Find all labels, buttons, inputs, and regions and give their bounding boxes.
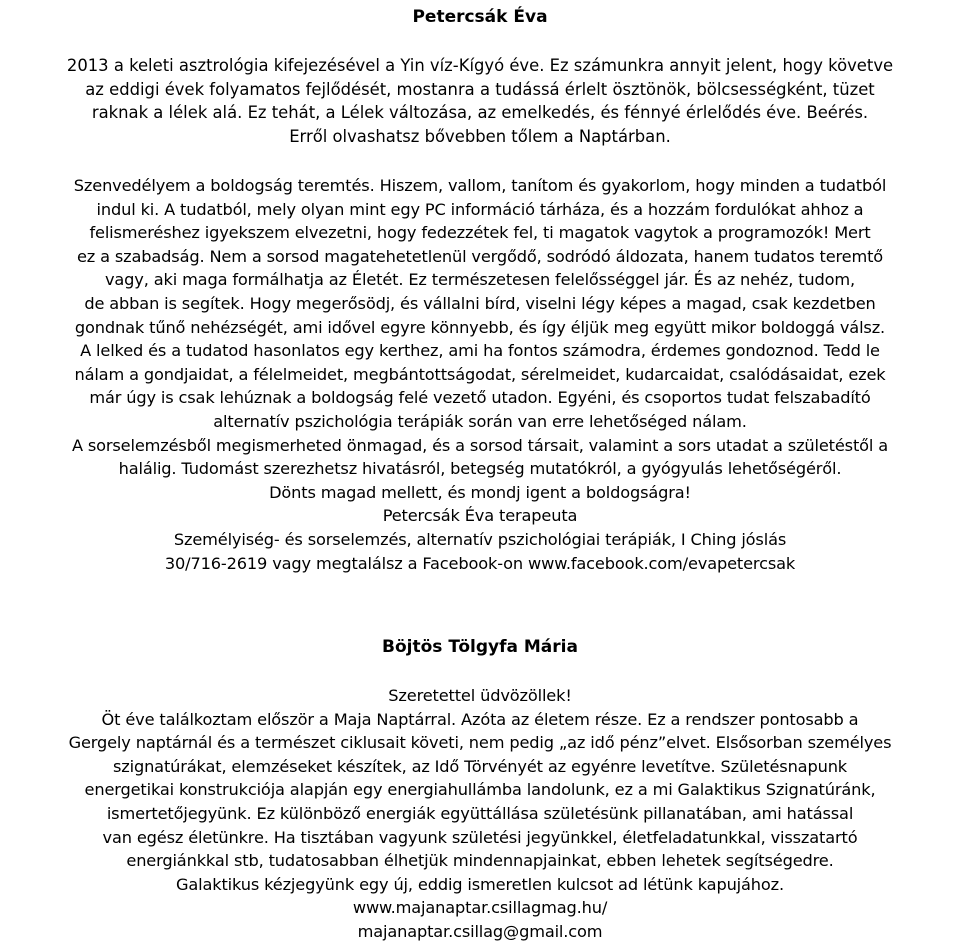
text-line: alternatív pszichológia terápiák során van erre lehetőséged nálam. <box>213 411 747 431</box>
text-line: Erről olvashatsz bővebben tőlem a Naptárban. <box>289 126 671 146</box>
website-link[interactable]: www.majanaptar.csillagmag.hu/ <box>352 898 608 918</box>
text-line: van egész életünkre. Ha tisztában vagyunk születési jegyünkkel, életfeladatunkkal, visszatartó <box>102 827 858 847</box>
text-line: Dönts magad mellett, és mondj igent a boldogságra! <box>269 482 691 502</box>
text-line: felismeréshez igyekszem elvezetni, hogy fedezzétek fel, ti magatok vagytok a programozók! Mert <box>89 223 871 243</box>
author-heading-bojtos: Böjtös Tölgyfa Mária <box>382 637 578 657</box>
text-line: 2013 a keleti asztrológia kifejezésével a Yin víz-Kígyó éve. Ez számunkra annyit jelent, hogy követve <box>66 56 894 75</box>
maya-calendar-paragraph <box>6 684 954 944</box>
text-line: Szenvedélyem a boldogság teremtés. Hiszem, vallom, tanítom és gyakorlom, hogy minden a tudatból <box>73 176 887 195</box>
text-line: raknak a lélek alá. Ez tehát, a Lélek változása, az emelkedés, és fénnyé érlelődés éve. Beérés. <box>91 103 869 123</box>
text-line: nálam a gondjaidat, a félelmeidet, megbántottságodat, sérelmeidet, kudarcaidat, csalódásaidat, ezek <box>74 364 886 384</box>
text-line: indul ki. A tudatból, mely olyan mint egy PC információ tárháza, és a hozzám fordulókat ahhoz a <box>96 199 864 219</box>
text-line: Galaktikus kézjegyünk egy új, eddig ismeretlen kulcsot ad létünk kapujához. <box>175 874 785 894</box>
intro-paragraph <box>6 54 954 148</box>
text-line: vagy, aki maga formálhatja az Életét. Ez természetesen felelősséggel jár. És az nehéz, tudom, <box>104 270 856 290</box>
text-line: A lelked és a tudatod hasonlatos egy kerthez, ami ha fontos számodra, érdemes gondoznod. Tedd le <box>80 341 880 361</box>
text-line: de abban is segítek. Hogy megerősödj, és vállalni bírd, viselni légy képes a magad, csak kezdetben <box>84 293 876 313</box>
text-line: Gergely naptárnál és a természet ciklusait követi, nem pedig „az idő pénz”elvet. Elsősorban személyes <box>68 733 892 753</box>
text-line: energetikai konstrukciója alapján egy energiahullámba landolunk, ez a mi Galaktikus Szignatúránk, <box>84 780 876 800</box>
text-line: ismertetőjegyünk. Ez különböző energiák együttállása születésünk pillanatában, ami hatással <box>106 803 854 823</box>
text-line: Személyiség- és sorselemzés, alternatív pszichológiai terápiák, I Ching jóslás <box>173 529 787 549</box>
greeting-line: Szeretettel üdvözöllek! <box>388 686 572 705</box>
text-line: az eddigi évek folyamatos fejlődését, mostanra a tudássá érlelt ösztönök, bölcsességként, tüzet <box>85 79 875 99</box>
text-line: Petercsák Éva terapeuta <box>382 506 578 526</box>
text-line: halálig. Tudomást szerezhetsz hivatásról, betegség mutatókról, a gyógyulás lehetőségéről. <box>118 459 842 479</box>
therapist-paragraph <box>6 174 954 575</box>
text-line: Öt éve találkoztam először a Maja Naptárral. Azóta az életem része. Ez a rendszer pontosabb a <box>101 709 859 729</box>
text-line: energiánkkal stb, tudatosabban élhetjük mindennapjainkat, ebben lehetek segítségedre. <box>126 851 834 871</box>
text-line: már úgy is csak lehúznak a boldogság felé vezető utadon. Egyéni, és csoportos tudat felszabadító <box>89 388 871 408</box>
email-link[interactable]: majanaptar.csillag@gmail.com <box>357 921 603 941</box>
author-heading-petercsak: Petercsák Éva <box>412 7 548 27</box>
text-line: gondnak tűnő nehézségét, ami idővel egyre könnyebb, és így éljük meg együtt mikor boldoggá válsz. <box>74 317 886 337</box>
text-line: A sorselemzésből megismerheted önmagad, és a sorsod társait, valamint a sors utadat a születéstől a <box>71 435 889 455</box>
contact-line: 30/716-2619 vagy megtalálsz a Facebook-on www.facebook.com/evapetercsak <box>164 553 796 573</box>
text-line: szignatúrákat, elemzéseket készítek, az Idő Törvényét az egyénre levetítve. Születésnapunk <box>112 756 848 776</box>
text-line: ez a szabadság. Nem a sorsod magatehetetlenül vergődő, sodródó áldozata, hanem tudatos teremtő <box>76 246 884 266</box>
